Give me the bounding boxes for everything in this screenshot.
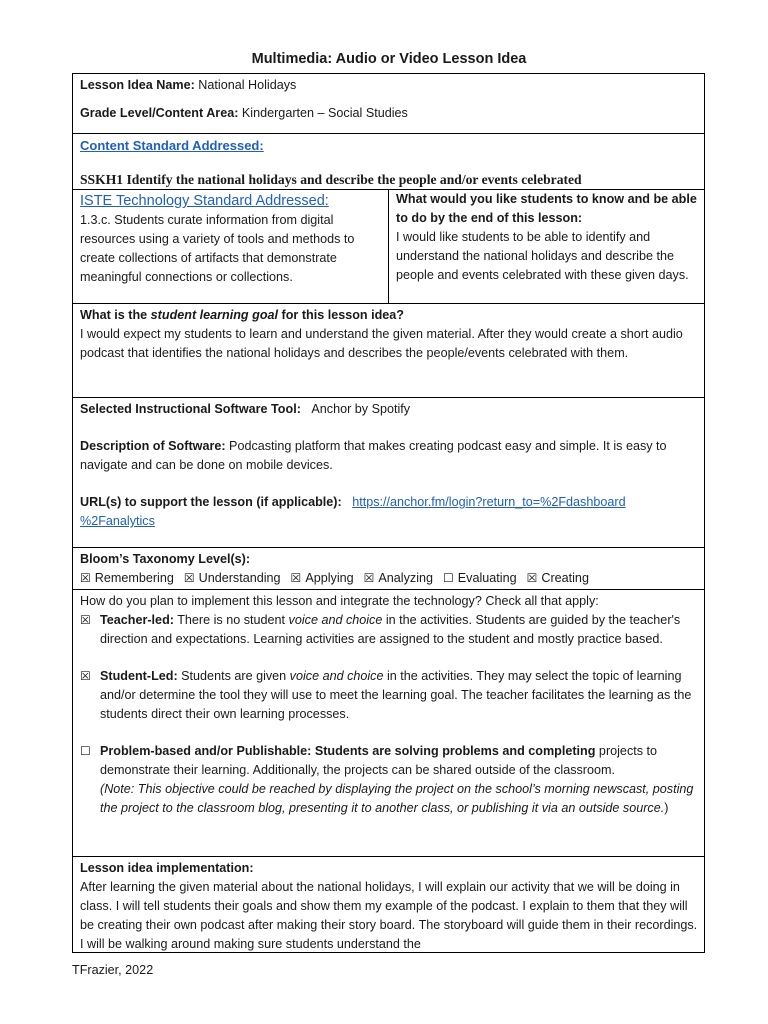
support-url-link-cont[interactable]: %2Fanalytics [80,514,155,528]
checkbox-icon[interactable]: ☒ [526,571,538,585]
checkbox-icon[interactable]: ☒ [183,571,195,585]
problem-based-option: ☐ Problem-based and/or Publishable: Students are solving problems and completing projects to demonstrate their learning. Additionally, the projects can be shared outside of the classroom. (Note: This objective could be reached by displaying the project on the school’s morning newscast, posting the project to the classroom blog, presenting it to another class, or publishing it via an outside source.) [80,742,698,818]
blooms-applying[interactable]: ☒ Applying [290,571,354,585]
standards-row [73,190,704,304]
problem-based-checkbox-icon[interactable]: ☐ [80,744,91,758]
software-row [73,398,704,548]
blooms-understanding[interactable]: ☒ Understanding [183,571,281,585]
checkbox-icon[interactable]: ☒ [363,571,375,585]
learning-goal-text: I would expect my students to learn and understand the given material. After they would create a short audio podcast that identifies the national holidays and describes the people/events celebrated with them. [80,327,683,360]
lesson-info-row [73,74,704,134]
implement-question: How do you plan to implement this lesson and integrate the technology? Check all that apply: [80,594,599,608]
software-tool-value: Anchor by Spotify [311,402,411,416]
implementation-type-row [73,590,704,857]
know-do-label: What would you like students to know and be able to do by the end of this lesson: [396,192,697,225]
blooms-levels [80,569,698,588]
implementation-text: After learning the given material about the national holidays, I will explain our activity that we will be doing in class. I will tell students their goals and show them my example of the podcast. I explain to them that they will be creating their own podcast after making their story board. The storyboard will guide them in their recordings. I will be walking around making sure students understand the [80,880,698,951]
content-standard-link[interactable]: Content Standard Addressed: [80,138,264,153]
iste-cell [73,190,389,303]
student-led-checkbox-icon[interactable]: ☒ [80,669,91,683]
teacher-led-checkbox-icon[interactable]: ☒ [80,613,91,627]
lesson-name-label: Lesson Idea Name: [80,78,195,92]
student-led-option: ☒ Student-Led: Students are given voice and choice in the activities. They may select the topic of learning and/or determine the tool they will use to meet the learning goal. The teacher facilitates the learning as the students direct their own learning processes. [80,667,698,724]
support-url-link[interactable]: https://anchor.fm/login?return_to=%2Fdashboard [352,495,626,509]
lesson-implementation-row [73,857,704,952]
learning-goal-label: What is the student learning goal for this lesson idea? [80,308,404,322]
checkbox-icon[interactable]: ☒ [80,571,91,585]
blooms-creating[interactable]: ☒ Creating [526,571,589,585]
grade-value: Kindergarten – Social Studies [241,106,408,120]
checkbox-icon[interactable]: ☒ [290,571,302,585]
software-desc-value: Podcasting platform that makes creating podcast easy and simple. It is easy to navigate and can be done on mobile devices. [80,439,667,472]
grade-label: Grade Level/Content Area: [80,106,239,120]
footer-author: TFrazier, 2022 [72,963,154,977]
url-label: URL(s) to support the lesson (if applicable): [80,495,342,509]
implementation-label: Lesson idea implementation: [80,861,254,875]
page-title: Multimedia: Audio or Video Lesson Idea [251,51,527,67]
software-desc-label: Description of Software: [80,439,226,453]
publish-note: (Note: This objective could be reached by displaying the project on the school’s morning newscast, posting the project to the classroom blog, presenting it to another class, or publishing it via an outside source. [100,782,694,815]
blooms-row [73,548,704,590]
software-tool-label: Selected Instructional Software Tool: [80,402,301,416]
know-do-cell [389,190,704,303]
checkbox-icon[interactable]: ☐ [443,571,454,585]
learning-goal-row [73,304,704,398]
know-do-text: I would like students to be able to identify and understand the national holidays and describe the people and events celebrated with these given days. [396,230,689,282]
content-standard-text: SSKH1 Identify the national holidays and describe the people and/or events celebrated [80,172,582,187]
iste-standard-link[interactable]: ISTE Technology Standard Addressed: [80,193,329,209]
blooms-analyzing[interactable]: ☒ Analyzing [363,571,433,585]
lesson-name-value: National Holidays [198,78,297,92]
iste-standard-text: 1.3.c. Students curate information from digital resources using a variety of tools and methods to create collections of artifacts that demonstrate meaningful connections or collections. [80,213,355,284]
blooms-remembering[interactable]: ☒ Remembering [80,571,174,585]
lesson-table [72,73,705,953]
content-standard-row [73,134,704,190]
teacher-led-option: ☒ Teacher-led: There is no student voice and choice in the activities. Students are guided by the teacher's direction and expectations. Learning activities are assigned to the student and mostly practice based. [80,611,698,649]
blooms-label: Bloom’s Taxonomy Level(s): [80,552,251,566]
blooms-evaluating[interactable]: ☐ Evaluating [443,571,517,585]
